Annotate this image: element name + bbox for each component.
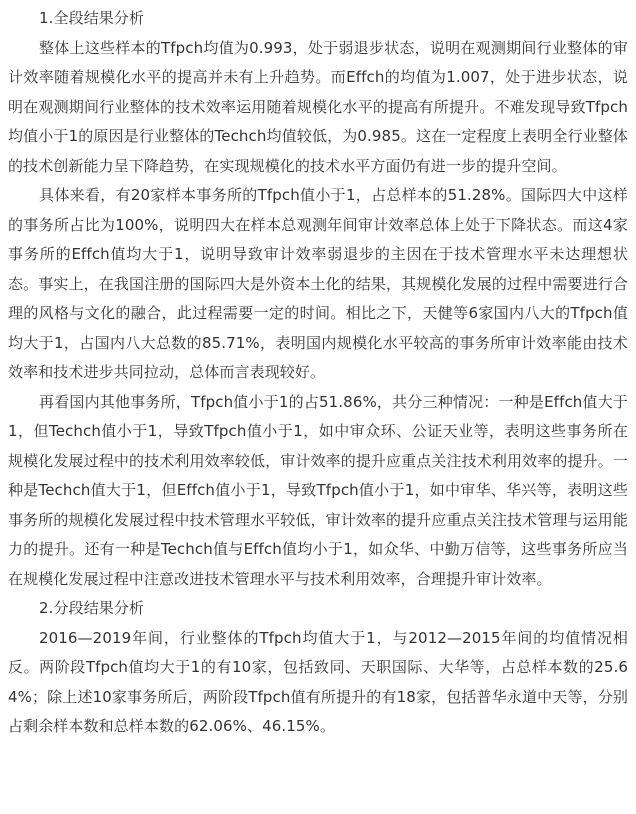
section-full-period [8, 4, 628, 594]
section-heading: 1.全段结果分析 [39, 9, 145, 27]
paragraph: 整体上这些样本的Tfpch均值为0.993，处于弱退步状态，说明在观测期间行业整体的审计效率随着规模化水平的提高并未有上升趋势。而Effch的均值为1.007，处于进步状态，说明在观测期间行业整体的技术效率运用随着规模化水平的提高有所提升。不难发现导致Tfpch均值小于1的原因是行业整体的Techch均值较低，为0.985。这在一定程度上表明全行业整体的技术创新能力呈下降趋势，在实现规模化的技术水平方面仍有进一步的提升空间。 [8, 38, 628, 175]
paragraph: 2016—2019年间，行业整体的Tfpch均值大于1，与2012—2015年间的均值情况相反。两阶段Tfpch值均大于1的有10家，包括致同、天职国际、大华等，占总样本数的25.64%；除上述10家事务所后，两阶段Tfpch值有所提升的有18家，包括普华永道中天等，分别占剩余样本数和总样本数的62.06%、46.15%。 [8, 628, 628, 735]
paragraph: 具体来看，有20家样本事务所的Tfpch值小于1，占总样本的51.28%。国际四大中这样的事务所占比为100%，说明四大在样本总观测年间审计效率总体上处于下降状态。而这4家事务所的Effch值均大于1，说明导致审计效率弱退步的主因在于技术管理水平未达理想状态。事实上，在我国注册的国际四大是外资本土化的结果，其规模化发展的过程中需要进行合理的风格与文化的融合，此过程需要一定的时间。相比之下，天健等6家国内八大的Tfpch值均大于1，占国内八大总数的85.71%，表明国内规模化水平较高的事务所审计效率能由技术效率和技术进步共同拉动，总体而言表现较好。 [8, 186, 628, 381]
section-heading: 2.分段结果分析 [39, 599, 145, 617]
document-body [8, 4, 628, 742]
paragraph: 再看国内其他事务所，Tfpch值小于1的占51.86%，共分三种情况：一种是Effch值大于1，但Techch值小于1，导致Tfpch值小于1，如中审众环、公证天业等，表明这些事务所在规模化发展过程中的技术利用效率较低，审计效率的提升应重点关注技术利用效率的提升。一种是Techch值大于1，但Effch值小于1，导致Tfpch值小于1，如中审华、华兴等，表明这些事务所的规模化发展过程中技术管理水平较低，审计效率的提升应重点关注技术管理与运用能力的提升。还有一种是Techch值与Effch值均小于1，如众华、中勤万信等，这些事务所应当在规模化发展过程中注意改进技术管理水平与技术利用效率，合理提升审计效率。 [8, 392, 628, 588]
section-segmented-period [8, 594, 628, 742]
